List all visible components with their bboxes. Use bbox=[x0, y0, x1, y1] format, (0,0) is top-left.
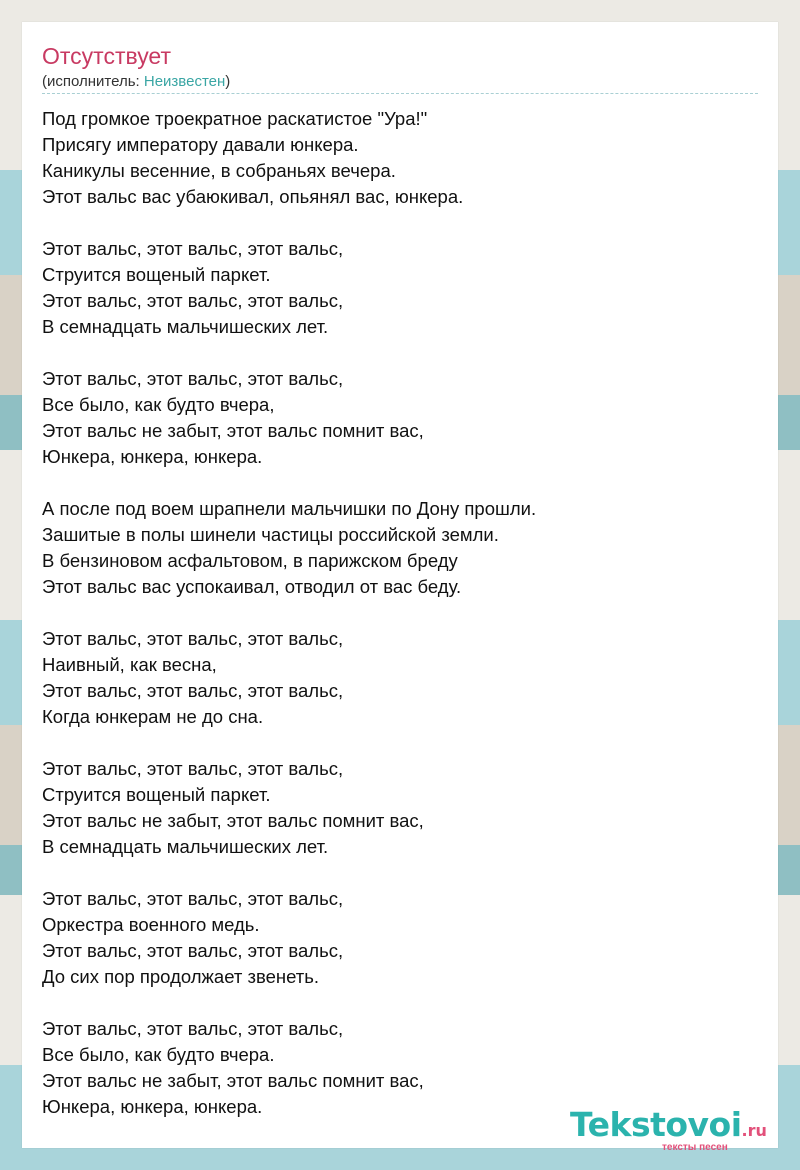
lyric-line: Юнкера, юнкера, юнкера. bbox=[42, 1096, 263, 1117]
lyric-line: До сих пор продолжает звенеть. bbox=[42, 966, 320, 987]
lyric-line: Этот вальс, этот вальс, этот вальс, bbox=[42, 758, 344, 779]
site-logo[interactable] bbox=[570, 1106, 780, 1156]
lyric-line: Оркестра военного медь. bbox=[42, 914, 260, 935]
lyric-line: Этот вальс не забыт, этот вальс помнит вас, bbox=[42, 1070, 424, 1091]
lyric-line: Этот вальс вас успокаивал, отводил от вас беду. bbox=[42, 576, 462, 597]
lyric-line: Струится вощеный паркет. bbox=[42, 784, 271, 805]
lyric-line: Струится вощеный паркет. bbox=[42, 264, 271, 285]
lyric-line: Под громкое троекратное раскатистое "Ура!" bbox=[42, 108, 428, 129]
stanza-gap bbox=[42, 600, 762, 626]
stanza-gap bbox=[42, 730, 762, 756]
logo-tld: .ru bbox=[741, 1121, 767, 1140]
lyric-line: В семнадцать мальчишеских лет. bbox=[42, 316, 329, 337]
lyric-line: Этот вальс, этот вальс, этот вальс, bbox=[42, 238, 344, 259]
artist-line bbox=[42, 72, 230, 91]
lyric-line: Юнкера, юнкера, юнкера. bbox=[42, 446, 263, 467]
lyric-line: В семнадцать мальчишеских лет. bbox=[42, 836, 329, 857]
lyric-line: Этот вальс, этот вальс, этот вальс, bbox=[42, 290, 344, 311]
stanza-gap bbox=[42, 210, 762, 236]
lyric-line: Этот вальс, этот вальс, этот вальс, bbox=[42, 680, 344, 701]
lyric-line: Присягу императору давали юнкера. bbox=[42, 134, 359, 155]
artist-prefix: (исполнитель: bbox=[42, 73, 144, 90]
logo-tagline: тексты песен bbox=[662, 1142, 728, 1153]
lyric-line: Этот вальс вас убаюкивал, опьянял вас, юнкера. bbox=[42, 186, 464, 207]
lyric-line: Этот вальс, этот вальс, этот вальс, bbox=[42, 1018, 344, 1039]
lyric-line: Этот вальс не забыт, этот вальс помнит вас, bbox=[42, 810, 424, 831]
lyric-line: Этот вальс, этот вальс, этот вальс, bbox=[42, 940, 344, 961]
stanza-gap bbox=[42, 990, 762, 1016]
lyric-line: Этот вальс, этот вальс, этот вальс, bbox=[42, 628, 344, 649]
artist-suffix: ) bbox=[225, 73, 231, 90]
lyric-line: В бензиновом асфальтовом, в парижском бреду bbox=[42, 550, 458, 571]
lyrics-body bbox=[42, 106, 762, 1120]
stanza-gap bbox=[42, 340, 762, 366]
lyric-line: Этот вальс не забыт, этот вальс помнит вас, bbox=[42, 420, 424, 441]
lyric-line: Этот вальс, этот вальс, этот вальс, bbox=[42, 368, 344, 389]
header-divider bbox=[42, 93, 758, 94]
song-title: Отсутствует bbox=[42, 43, 171, 69]
stanza-gap bbox=[42, 470, 762, 496]
logo-name: Tekstovoi bbox=[570, 1105, 742, 1144]
lyric-line: Все было, как будто вчера. bbox=[42, 1044, 275, 1065]
lyrics-card bbox=[22, 22, 778, 1153]
stanza-gap bbox=[42, 860, 762, 886]
lyric-line: Каникулы весенние, в собраньях вечера. bbox=[42, 160, 396, 181]
lyric-line: Наивный, как весна, bbox=[42, 654, 217, 675]
artist-link[interactable]: Неизвестен bbox=[143, 73, 226, 90]
lyric-line: А после под воем шрапнели мальчишки по Дону прошли. bbox=[42, 498, 537, 519]
lyric-line: Этот вальс, этот вальс, этот вальс, bbox=[42, 888, 344, 909]
lyric-line: Когда юнкерам не до сна. bbox=[42, 706, 264, 727]
lyric-line: Зашитые в полы шинели частицы российской земли. bbox=[42, 524, 499, 545]
lyric-line: Все было, как будто вчера, bbox=[42, 394, 275, 415]
